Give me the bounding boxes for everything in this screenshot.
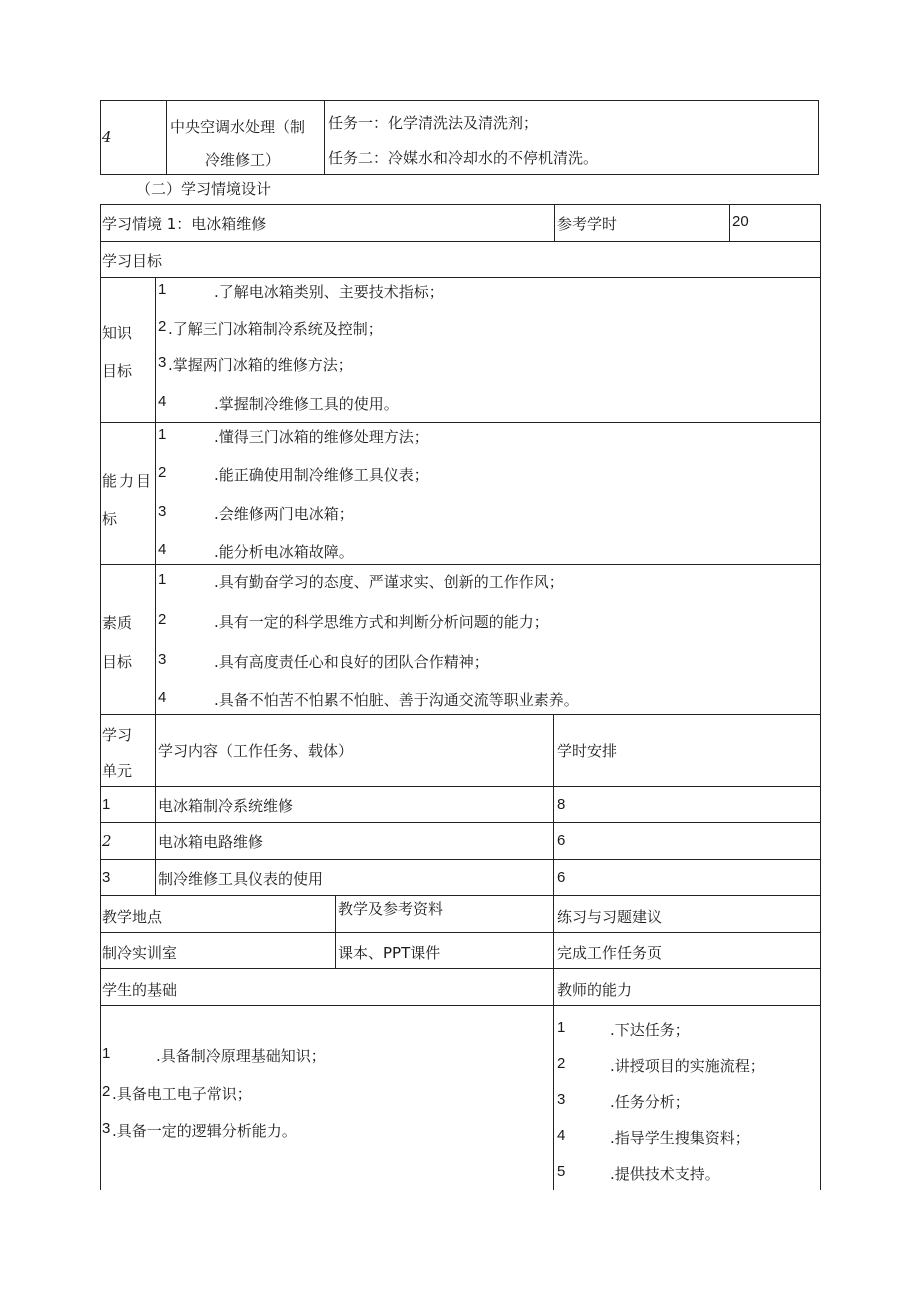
list-num: 4 xyxy=(158,393,167,410)
goals-heading: 学习目标 xyxy=(102,252,163,270)
list-item: .下达任务； xyxy=(610,1021,690,1039)
list-item: .提供技术支持。 xyxy=(610,1165,720,1183)
list-num: 3 xyxy=(102,1120,111,1137)
exercise-value: 完成工作任务页 xyxy=(557,944,663,962)
table-row-content: 电冰箱电路维修 xyxy=(158,833,264,851)
knowledge-label-2: 目标 xyxy=(102,362,133,380)
list-item: .具备不怕苦不怕累不怕脏、善于沟通交流等职业素养。 xyxy=(214,691,579,709)
list-num: 2 xyxy=(158,318,167,335)
list-item: .了解三门冰箱制冷系统及控制； xyxy=(168,320,383,338)
list-num: 2 xyxy=(158,611,167,628)
teacher-ability-label: 教师的能力 xyxy=(557,981,633,999)
list-num: 1 xyxy=(158,281,167,298)
teaching-place-label: 教学地点 xyxy=(102,908,163,926)
list-num: 1 xyxy=(102,1045,111,1062)
unit-header-1: 学习 xyxy=(102,726,133,744)
list-item: .了解电冰箱类别、主要技术指标； xyxy=(214,283,444,301)
table-row-content: 制冷维修工具仪表的使用 xyxy=(158,870,324,888)
list-num: 2 xyxy=(102,1083,111,1100)
list-item: .具有高度责任心和良好的团队合作精神； xyxy=(214,653,489,671)
table-row-num: 2 xyxy=(102,832,112,850)
list-num: 5 xyxy=(557,1163,566,1180)
list-num: 1 xyxy=(158,426,167,443)
list-num: 3 xyxy=(158,503,167,520)
student-base-label: 学生的基础 xyxy=(102,981,178,999)
table-row-hours: 6 xyxy=(557,832,566,849)
list-num: 4 xyxy=(158,689,167,706)
list-num: 2 xyxy=(158,464,167,481)
list-item: .讲授项目的实施流程； xyxy=(610,1057,765,1075)
situation-label: 学习情境 1：电冰箱维修 xyxy=(102,215,267,233)
list-item: .具有一定的科学思维方式和判断分析问题的能力； xyxy=(214,613,549,631)
teaching-material-value: 课本、PPT课件 xyxy=(338,944,441,962)
table-row-num: 1 xyxy=(102,796,111,813)
unit-header-2: 单元 xyxy=(102,762,133,780)
unit-hours-header: 学时安排 xyxy=(557,742,618,760)
list-item: .具备制冷原理基础知识； xyxy=(156,1047,326,1065)
project-name-line1: 中央空调水处理（制 xyxy=(170,118,306,136)
ability-label-1: 能力目 xyxy=(102,472,154,490)
teaching-place-value: 制冷实训室 xyxy=(102,944,178,962)
quality-label-2: 目标 xyxy=(102,653,133,671)
quality-label-1: 素质 xyxy=(102,614,133,632)
project-index: 4 xyxy=(102,128,112,146)
teaching-material-label: 教学及参考资料 xyxy=(338,900,444,918)
list-num: 3 xyxy=(158,354,167,371)
list-item: .具备电工电子常识； xyxy=(112,1085,252,1103)
list-item: .能分析电冰箱故障。 xyxy=(214,543,354,561)
ability-label-2: 标 xyxy=(102,510,118,528)
ref-hours-label: 参考学时 xyxy=(557,215,618,233)
table-row-num: 3 xyxy=(102,869,111,886)
section-title: （二）学习情境设计 xyxy=(136,180,272,198)
list-num: 2 xyxy=(557,1055,566,1072)
list-item: .任务分析； xyxy=(610,1093,690,1111)
list-item: .会维修两门电冰箱； xyxy=(214,505,354,523)
task-two: 任务二：冷媒水和冷却水的不停机清洗。 xyxy=(328,149,599,167)
list-item: .具有勤奋学习的态度、严谨求实、创新的工作作风； xyxy=(214,573,564,591)
list-num: 4 xyxy=(158,541,167,558)
list-num: 4 xyxy=(557,1127,566,1144)
list-num: 1 xyxy=(158,571,167,588)
list-item: .指导学生搜集资料； xyxy=(610,1129,750,1147)
list-item: .懂得三门冰箱的维修处理方法； xyxy=(214,428,429,446)
table-row-hours: 6 xyxy=(557,869,566,886)
ref-hours-value: 20 xyxy=(732,213,749,230)
knowledge-label-1: 知识 xyxy=(102,324,133,342)
exercise-label: 练习与习题建议 xyxy=(557,908,663,926)
list-num: 3 xyxy=(158,651,167,668)
task-one: 任务一：化学清洗法及清洗剂； xyxy=(328,114,539,132)
list-num: 3 xyxy=(557,1091,566,1108)
unit-content-header: 学习内容（工作任务、载体） xyxy=(158,742,354,760)
list-num: 1 xyxy=(557,1019,566,1036)
list-item: .具备一定的逻辑分析能力。 xyxy=(112,1122,297,1140)
table-row-hours: 8 xyxy=(557,796,566,813)
list-item: .掌握两门冰箱的维修方法； xyxy=(168,356,353,374)
project-name-line2: 冷维修工） xyxy=(205,151,281,169)
list-item: .掌握制冷维修工具的使用。 xyxy=(214,395,399,413)
table-row-content: 电冰箱制冷系统维修 xyxy=(158,797,294,815)
list-item: .能正确使用制冷维修工具仪表； xyxy=(214,466,429,484)
